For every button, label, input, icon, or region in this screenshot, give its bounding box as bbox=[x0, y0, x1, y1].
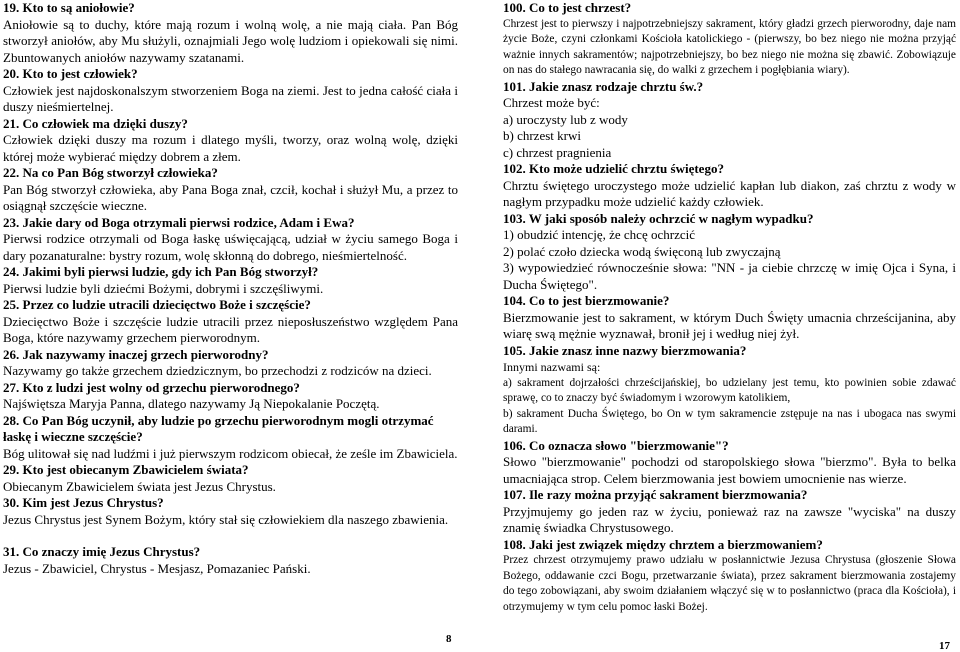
answer-text: Człowiek dzięki duszy ma rozum i dlatego myśli, tworzy, oraz wolną wolę, dzięki której może wybierać między dobrem a złem. bbox=[3, 132, 458, 164]
question-heading: 26. Jak nazywamy inaczej grzech pierworodny? bbox=[3, 346, 269, 362]
list-item: 1) obudzić intencję, że chcę ochrzcić bbox=[503, 227, 695, 242]
question-107 bbox=[503, 487, 956, 537]
answer-text: Pierwsi ludzie byli dziećmi Bożymi, dobrymi i szczęśliwymi. bbox=[3, 280, 324, 296]
question-28 bbox=[3, 413, 458, 463]
list-item: b) chrzest krwi bbox=[503, 128, 581, 143]
list-item: 2) polać czoło dziecka wodą święconą lub zwyczajną bbox=[503, 243, 781, 259]
question-25 bbox=[3, 297, 458, 347]
question-heading: 103. W jaki sposób należy ochrzcić w nagłym wypadku? bbox=[503, 210, 814, 226]
question-102 bbox=[503, 161, 956, 211]
answer-text: Chrzest może być: bbox=[503, 95, 600, 110]
question-heading: 20. Kto to jest człowiek? bbox=[3, 66, 138, 81]
question-30 bbox=[3, 495, 458, 528]
question-heading: 104. Co to jest bierzmowanie? bbox=[503, 293, 670, 308]
question-108 bbox=[503, 537, 956, 616]
answer-text: Obiecanym Zbawicielem świata jest Jezus Chrystus. bbox=[3, 478, 276, 494]
question-23 bbox=[3, 215, 458, 265]
question-103 bbox=[503, 211, 956, 294]
list-item: c) chrzest pragnienia bbox=[503, 144, 612, 160]
question-heading: 29. Kto jest obiecanym Zbawicielem świata? bbox=[3, 462, 249, 477]
question-101 bbox=[503, 79, 956, 162]
right-page bbox=[503, 0, 960, 652]
question-heading: 23. Jakie dary od Boga otrzymali pierwsi rodzice, Adam i Ewa? bbox=[3, 214, 355, 230]
question-heading: 21. Co człowiek ma dzięki duszy? bbox=[3, 115, 188, 131]
question-19 bbox=[3, 0, 458, 66]
answer-text: Człowiek jest najdoskonalszym stworzeniem Boga na ziemi. Jest to jedna całość ciała i duszy nieśmiertelnej. bbox=[3, 82, 458, 114]
question-21 bbox=[3, 116, 458, 166]
answer-text: Chrztu świętego uroczystego może udzielić kapłan lub diakon, zaś chrztu z wody w nagłym przypadku może udzielić każdy człowiek. bbox=[503, 177, 956, 209]
question-heading: 102. Kto może udzielić chrztu świętego? bbox=[503, 161, 724, 176]
spacer bbox=[3, 528, 458, 544]
question-22 bbox=[3, 165, 458, 215]
question-105 bbox=[503, 343, 956, 438]
answer-text: Najświętsza Maryja Panna, dlatego nazywamy Ją Niepokalanie Poczętą. bbox=[3, 396, 380, 411]
question-100 bbox=[503, 0, 956, 79]
list-item: 3) wypowiedzieć równocześnie słowa: "NN - ja ciebie chrzczę w imię Ojca i Syna, i Ducha Świętego". bbox=[503, 260, 956, 292]
question-heading: 31. Co znaczy imię Jezus Chrystus? bbox=[3, 544, 201, 559]
question-26 bbox=[3, 347, 458, 380]
question-heading: 107. Ile razy można przyjąć sakrament bierzmowania? bbox=[503, 487, 808, 502]
question-24 bbox=[3, 264, 458, 297]
page-number: 8 bbox=[446, 633, 452, 645]
question-27 bbox=[3, 380, 458, 413]
question-heading: 22. Na co Pan Bóg stworzył człowieka? bbox=[3, 165, 218, 180]
answer-text: Innymi nazwami są: bbox=[503, 360, 601, 374]
question-heading: 19. Kto to są aniołowie? bbox=[3, 0, 135, 15]
question-heading: 30. Kim jest Jezus Chrystus? bbox=[3, 495, 164, 510]
list-item: a) sakrament dojrzałości chrześcijańskiej, bo udzielany jest temu, kto powinien sobie zdawać sprawę, co to znaczy być świadomym i wzorowym katolikiem, bbox=[503, 376, 956, 404]
answer-text: Przyjmujemy go jeden raz w życiu, ponieważ raz na zawsze "wyciska" na duszy znamię świadka Chrystusowego. bbox=[503, 503, 956, 535]
question-heading: 100. Co to jest chrzest? bbox=[503, 0, 632, 15]
answer-text: Jezus - Zbawiciel, Chrystus - Mesjasz, Pomazaniec Pański. bbox=[3, 560, 311, 576]
question-heading: 106. Co oznacza słowo "bierzmowanie"? bbox=[503, 437, 729, 453]
answer-text: Bierzmowanie jest to sakrament, w którym Duch Święty umacnia chrześcijanina, aby wiarę swą mężnie wyznawał, bronił jej i według niej żył. bbox=[503, 309, 956, 341]
question-heading: 27. Kto z ludzi jest wolny od grzechu pierworodnego? bbox=[3, 379, 300, 395]
answer-text: Pierwsi rodzice otrzymali od Boga łaskę uświęcającą, udział w życiu samego Boga i dary pozanaturalne: bystry rozum, wolę skłonną do dobrego, nieśmiertelność. bbox=[3, 231, 458, 263]
question-106 bbox=[503, 438, 956, 488]
question-20 bbox=[3, 66, 458, 116]
answer-text: Przez chrzest otrzymujemy prawo udziału w posłannictwie Jezusa Chrystusa (głoszenie Słowa Bożego, oddawanie czci Bogu, przetwarzanie świata), przez sakrament bierzmowania zostajemy do tego zobowiązani, aby swoim działaniem włączyć się w to posłannictwo (praca dla Kościoła), i otrzymujemy w tym celu pomoc łaski Bożej. bbox=[503, 554, 956, 613]
question-heading: 108. Jaki jest związek między chrztem a bierzmowaniem? bbox=[503, 536, 823, 552]
answer-text: Jezus Chrystus jest Synem Bożym, który stał się człowiekiem dla naszego zbawienia. bbox=[3, 511, 449, 527]
question-heading: 24. Jakimi byli pierwsi ludzie, gdy ich Pan Bóg stworzył? bbox=[3, 264, 319, 279]
question-heading: 101. Jakie znasz rodzaje chrztu św.? bbox=[503, 78, 704, 94]
answer-text: Chrzest jest to pierwszy i najpotrzebniejszy sakrament, który gładzi grzech pierworodny, daje nam życie Boże, czyni członkami Kościoła katolickiego - (pierwszy, bo bez niego nie można przyjąć ważnie innych sakramentów; najpotrzebniejszy, bo bez niego nie można się zbawić. Zobowiązuje on nas do stałego nawracania się, do walki z grzechem i pogłębiania wiary). bbox=[503, 17, 956, 76]
answer-text: Słowo "bierzmowanie" pochodzi od staropolskiego słowa "bierzmo". Była to belka umacniająca strop. Celem bierzmowania jest bowiem umocnienie nas wierze. bbox=[503, 454, 956, 486]
question-heading: 28. Co Pan Bóg uczynił, aby ludzie po grzechu pierworodnym mogli otrzymać łaskę i wieczne szczęście? bbox=[3, 412, 434, 444]
question-104 bbox=[503, 293, 956, 343]
question-heading: 105. Jakie znasz inne nazwy bierzmowania? bbox=[503, 342, 747, 358]
answer-text: Aniołowie są to duchy, które mają rozum i wolną wolę, a nie mają ciała. Pan Bóg stworzył aniołów, aby Mu służyli, oznajmiali Jego wolę ludziom i opiekowali się nimi. Zbuntowanych aniołów nazywamy szatanami. bbox=[3, 16, 458, 65]
question-31 bbox=[3, 544, 458, 577]
answer-text: Pan Bóg stworzył człowieka, aby Pana Boga znał, czcił, kochał i służył Mu, a przez to osiągnął szczęście wieczne. bbox=[3, 181, 458, 213]
question-29 bbox=[3, 462, 458, 495]
left-page bbox=[0, 0, 472, 652]
list-item: a) uroczysty lub z wody bbox=[503, 111, 628, 127]
answer-text: Dziecięctwo Boże i szczęście ludzie utracili przez nieposłuszeństwo względem Pana Boga, które nazywamy grzechem pierworodnym. bbox=[3, 313, 458, 345]
question-heading: 25. Przez co ludzie utracili dziecięctwo Boże i szczęście? bbox=[3, 297, 311, 312]
answer-text: Bóg ulitował się nad ludźmi i już pierwszym rodzicom obiecał, że ześle im Zbawiciela. bbox=[3, 445, 458, 461]
list-item: b) sakrament Ducha Świętego, bo On w tym sakramencie zstępuje na nas i ubogaca nas swymi darami. bbox=[503, 407, 956, 435]
answer-text: Nazywamy go także grzechem dziedzicznym, bo przechodzi z rodziców na dzieci. bbox=[3, 363, 432, 378]
page-number: 17 bbox=[939, 640, 950, 652]
